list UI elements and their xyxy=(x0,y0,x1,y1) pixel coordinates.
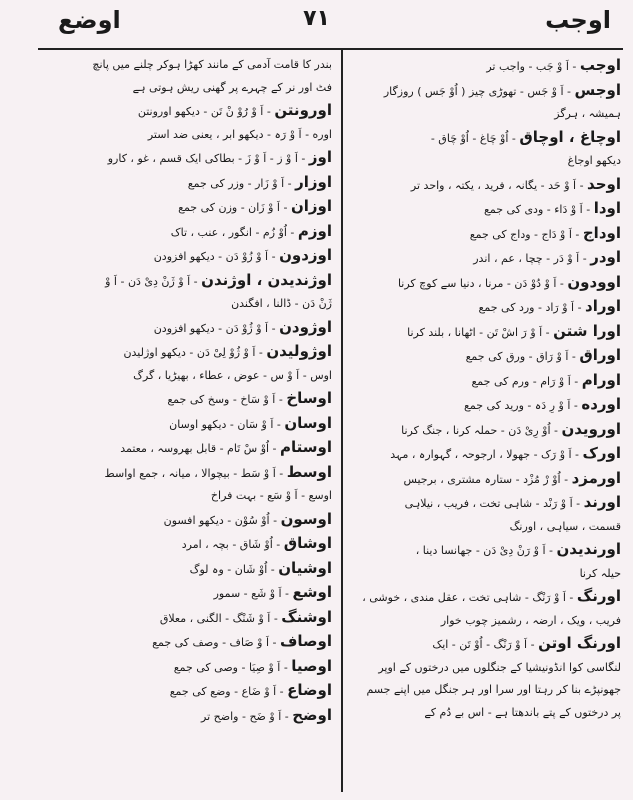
entry-headword: اوجب xyxy=(579,56,621,74)
entry-line xyxy=(306,222,621,247)
entry-definition: - اَ وْ دُوْ دَن - مرنا ، دنیا سے کوچ کرنا xyxy=(397,276,568,290)
entry-headword: اورنگ xyxy=(576,587,621,605)
entry-line xyxy=(306,271,621,296)
entry-line xyxy=(40,77,332,100)
entry-line xyxy=(306,197,621,222)
entry-definition: - اَ وْ ژُوْ دَن - دیکھو افزودن xyxy=(153,321,280,335)
entry-definition: - اُوْ زُم - انگور ، عنب ، تاک xyxy=(170,225,298,239)
entry-definition: - اُوْ شَان - وہ لوگ xyxy=(189,562,279,576)
entry-headword: اورونتن xyxy=(274,101,332,119)
entry-definition: قسمت ، سیاہی ، اورنگ xyxy=(509,519,621,533)
entry-definition: - اُوْ چَاغ - اُوْ چَاق - xyxy=(430,131,520,145)
entry-definition: لنگاسی کوا انڈونیشیا کے جنگلوں میں درختوں کے اوپر xyxy=(378,660,621,674)
entry-definition: - اَ وْ رَنْ دِیْ دَن - جھانسا دینا ، xyxy=(415,544,557,557)
entry-line xyxy=(40,655,332,680)
entry-definition: ہمیشہ ، ہرگز xyxy=(554,107,621,120)
entry-definition: - اَ وْ حَد - یگانہ ، فرید ، یکتہ ، واحد تر xyxy=(410,178,588,192)
entry-headword: اوضاع xyxy=(287,681,332,699)
entry-line xyxy=(306,702,621,725)
entry-definition: - اَ وْ صِیَا - وصی کی جمع xyxy=(173,660,292,674)
entry-line xyxy=(40,532,332,557)
right-column xyxy=(306,54,621,792)
header-rule xyxy=(38,48,623,50)
page-number: ۷۱ xyxy=(303,6,330,31)
entry-line xyxy=(40,679,332,704)
entry-headword: اوودون xyxy=(567,272,621,291)
entry-line xyxy=(40,99,332,124)
entry-line xyxy=(306,320,621,345)
entry-definition: - اَ وْ جَب - واجب تر xyxy=(486,60,580,73)
entry-headword: اوچاغ ، اوچاق xyxy=(519,127,621,146)
entry-definition: بندر کا قامت آدمی کے مانند کھڑا ہوکر چلنے میں پانچ xyxy=(92,58,332,71)
entry-line xyxy=(40,365,332,388)
entry-line xyxy=(40,557,332,582)
entry-definition: - اَ وْ رَنْد - شاہی تخت ، فریب ، نیلاہی xyxy=(404,497,584,510)
entry-headword: اوسط xyxy=(286,462,332,481)
entry-definition: - اَ وْ زَان - وزن کی جمع xyxy=(178,201,291,214)
entry-definition: - اَ وْ رِ دَہ - ورید کی جمع xyxy=(464,399,582,412)
entry-line xyxy=(40,704,332,729)
entry-definition: - اَ وْ صَاف - وصف کی جمع xyxy=(152,636,280,649)
entry-line xyxy=(40,293,332,316)
entry-headword: اوصیا xyxy=(291,656,332,675)
entry-line xyxy=(306,467,621,492)
entry-headword: اوزان xyxy=(290,197,332,215)
entry-definition: حیلہ کرنا xyxy=(579,566,621,580)
entry-definition: اوسع - اَ وْ سَع - بہت فراخ xyxy=(210,489,332,502)
entry-line xyxy=(306,173,621,198)
entry-definition: جھونپڑے بنا کر رہتا اور سرا اور ہر جنگل میں اپنے جسم xyxy=(366,683,621,696)
entry-headword: اودا xyxy=(593,199,621,217)
entry-definition: - اُوْ رِیْ دَن - حملہ کرنا ، جنگ کرنا xyxy=(401,423,562,437)
entry-headword: اوشع xyxy=(292,583,332,601)
entry-line xyxy=(306,369,621,394)
entry-line xyxy=(40,124,332,147)
entry-headword: اوشنگ xyxy=(281,607,332,626)
entry-headword: اورمزد xyxy=(571,468,621,487)
entry-line xyxy=(306,585,621,610)
entry-headword: اورام xyxy=(581,370,621,389)
entry-headword: اوزدون xyxy=(279,246,332,264)
entry-line xyxy=(40,581,332,606)
entry-headword: اورده xyxy=(581,395,621,413)
entry-definition: - اَ وْ شَع - سمور xyxy=(213,587,293,600)
entry-definition: - اُوْ شَاق - بچہ ، امرد xyxy=(181,538,284,551)
entry-line xyxy=(306,538,621,563)
entry-definition: - اَ وْ رَاد - ورد کی جمع xyxy=(478,301,586,314)
entry-line xyxy=(306,657,621,680)
entry-definition: - اَ وْ رَنْگ - شاہی تخت ، عقل مندی ، خوشی ، xyxy=(362,591,577,604)
entry-definition: فریب ، ویک ، ارضہ ، رشمیز چوب خوار xyxy=(440,613,621,627)
entry-headword: اوشاق xyxy=(283,534,332,552)
entry-definition: - اَ وْ دَاء - ودی کی جمع xyxy=(484,203,594,216)
entry-definition: - اَ وْ رَک - جھولا ، ارجوحہ ، گہوارہ ، مہد xyxy=(390,448,583,461)
entry-headword: اوداج xyxy=(582,223,621,242)
entry-line xyxy=(40,171,332,196)
entry-headword: اوسون xyxy=(280,509,332,528)
entry-line xyxy=(40,436,332,461)
entry-headword: اوز xyxy=(308,148,332,166)
entry-headword: اوستام xyxy=(280,438,332,456)
entry-line xyxy=(40,412,332,437)
entry-headword: اوزار xyxy=(295,172,332,191)
entry-line xyxy=(306,103,621,126)
entry-line xyxy=(40,485,332,508)
entry-definition: - اَ وْ دَاج - وداج کی جمع xyxy=(469,227,583,241)
entry-line xyxy=(306,126,621,151)
entry-definition: - اَ وْ زَار - وزر کی جمع xyxy=(187,176,296,190)
entry-definition: - اَ وْ رَام - ورم کی جمع xyxy=(471,374,582,388)
entry-line xyxy=(306,516,621,539)
entry-definition: اوره - اَ وْ رَہ - دیکھو ابر ، یعنی ضد استر xyxy=(147,127,332,141)
entry-definition: - اَ وْ دَر - چچا ، عم ، اندر xyxy=(473,252,591,265)
entry-headword: اوراد xyxy=(585,297,621,315)
entry-line xyxy=(306,632,621,657)
entry-headword: اورندیدن xyxy=(556,540,621,558)
entry-line xyxy=(306,679,621,702)
entry-headword: اوحد xyxy=(587,174,621,193)
entry-line xyxy=(306,246,621,271)
entry-definition: - اَ وْ ضَاع - وضع کی جمع xyxy=(169,685,288,698)
entry-line xyxy=(40,606,332,631)
entry-line xyxy=(40,54,332,77)
entry-definition: - اَ وْ زُوْ دَن - دیکھو افزودن xyxy=(153,250,280,263)
entry-line xyxy=(40,269,332,294)
entry-headword: اوژودن xyxy=(279,317,332,336)
entry-headword: اورنگ اوتن xyxy=(538,634,621,652)
entry-line xyxy=(40,387,332,412)
entry-line xyxy=(306,610,621,633)
entry-definition: - اَ وْ شَنْگ - الگنی ، معلاق xyxy=(159,611,282,625)
entry-line xyxy=(40,244,332,269)
entry-headword: اوراق xyxy=(579,346,621,364)
entry-headword: اورک xyxy=(582,444,621,462)
entry-headword: اوضح xyxy=(292,705,332,724)
header-right-headword: اوجب xyxy=(545,6,611,34)
page-header xyxy=(0,0,633,50)
entry-headword: اوژولیدن xyxy=(266,342,332,360)
entry-headword: اوسان xyxy=(284,413,332,432)
entry-line xyxy=(306,150,621,173)
entry-line xyxy=(306,79,621,104)
entry-definition: - اَ وْ رَ اشْ تَن - اٹھانا ، بلند کرنا xyxy=(407,325,554,339)
entry-line xyxy=(306,344,621,369)
entry-headword: اوژندیدن ، اوژندن xyxy=(201,270,332,289)
entry-line xyxy=(40,316,332,341)
entry-headword: اوجس xyxy=(574,80,621,99)
entry-line xyxy=(40,146,332,171)
entry-line xyxy=(306,54,621,79)
entry-definition: - اَ وْ ژُوْ لِیْ دَن - دیکھو اوژلیدن xyxy=(123,346,267,359)
entry-headword: اورویدن xyxy=(561,419,621,438)
entry-headword: اوشیان xyxy=(278,558,332,577)
entry-definition: - اَ وْ ژَنْ دِیْ دَن - اَ وْ xyxy=(105,274,202,288)
entry-definition: - اُوْ سْ تَام - قابل بھروسہ ، معتمد xyxy=(120,442,281,455)
entry-line xyxy=(40,461,332,486)
entry-line xyxy=(306,295,621,320)
entry-definition: - اُوْ رْ مُزْد - ستارہ مشتری ، برجیس xyxy=(403,472,572,486)
entry-line xyxy=(306,418,621,443)
entry-line xyxy=(40,195,332,220)
entry-definition: - اَ وْ جَس - تھوڑی چیز ( اُوْ جَس ) روزگار xyxy=(383,84,575,98)
entry-headword: اودر xyxy=(590,248,621,266)
entry-definition: فٹ اور نر کے چہرے پر گھنی ریش ہوتی ہے xyxy=(132,80,332,94)
entry-line xyxy=(40,508,332,533)
entry-headword: اورند xyxy=(583,493,621,511)
entry-definition: ژَنْ دَن - ڈالنا ، افگندن xyxy=(231,297,332,310)
entry-line xyxy=(40,630,332,655)
left-column xyxy=(40,54,332,792)
entry-definition: پر درختوں کے پتے باندھتا ہے - اس بے دُم کے xyxy=(424,705,621,719)
entry-headword: اوساخ xyxy=(286,389,332,407)
entry-definition: اوس - اَ وْ س - عوض ، عطاء ، بھیڑیا ، گرگ xyxy=(133,368,332,382)
entry-line xyxy=(306,442,621,467)
entry-definition: - اُوْ سُوْن - دیکھو افسون xyxy=(163,513,281,527)
entry-definition: - اَ وْ ضَح - واضح تر xyxy=(201,709,293,723)
entry-definition: - اَ وْ سَان - دیکھو اوسان xyxy=(169,417,285,431)
entry-headword: اوصاف xyxy=(279,632,332,650)
entry-definition: - اَ وْ سَاخ - وسخ کی جمع xyxy=(167,393,287,406)
entry-line xyxy=(40,220,332,245)
entry-definition: دیکھو اوجاغ xyxy=(567,154,621,167)
entry-line xyxy=(40,340,332,365)
entry-line xyxy=(306,563,621,586)
entry-definition: - اَ وْ سَط - بیچوالا ، میانہ ، جمع اواسط xyxy=(104,466,287,480)
entry-headword: اوزم xyxy=(297,221,332,240)
entry-headword: اورا شتن xyxy=(553,321,621,340)
entry-line xyxy=(306,491,621,516)
entry-definition: - اَ وْ رُوْ نْ تَن - دیکھو اورونتن xyxy=(137,105,275,118)
header-left-headword: اوضع xyxy=(58,6,121,34)
entry-definition: - اَ وْ ز - اَ وْ زَ - بطاکی ایک قسم ، غو ، کارو xyxy=(107,152,309,165)
entry-definition: - اَ وْ رَاق - ورق کی جمع xyxy=(465,350,580,363)
entry-line xyxy=(306,393,621,418)
entry-definition: - اَ وْ رَنْگ - اُوْ تَن - ایک xyxy=(432,638,539,651)
